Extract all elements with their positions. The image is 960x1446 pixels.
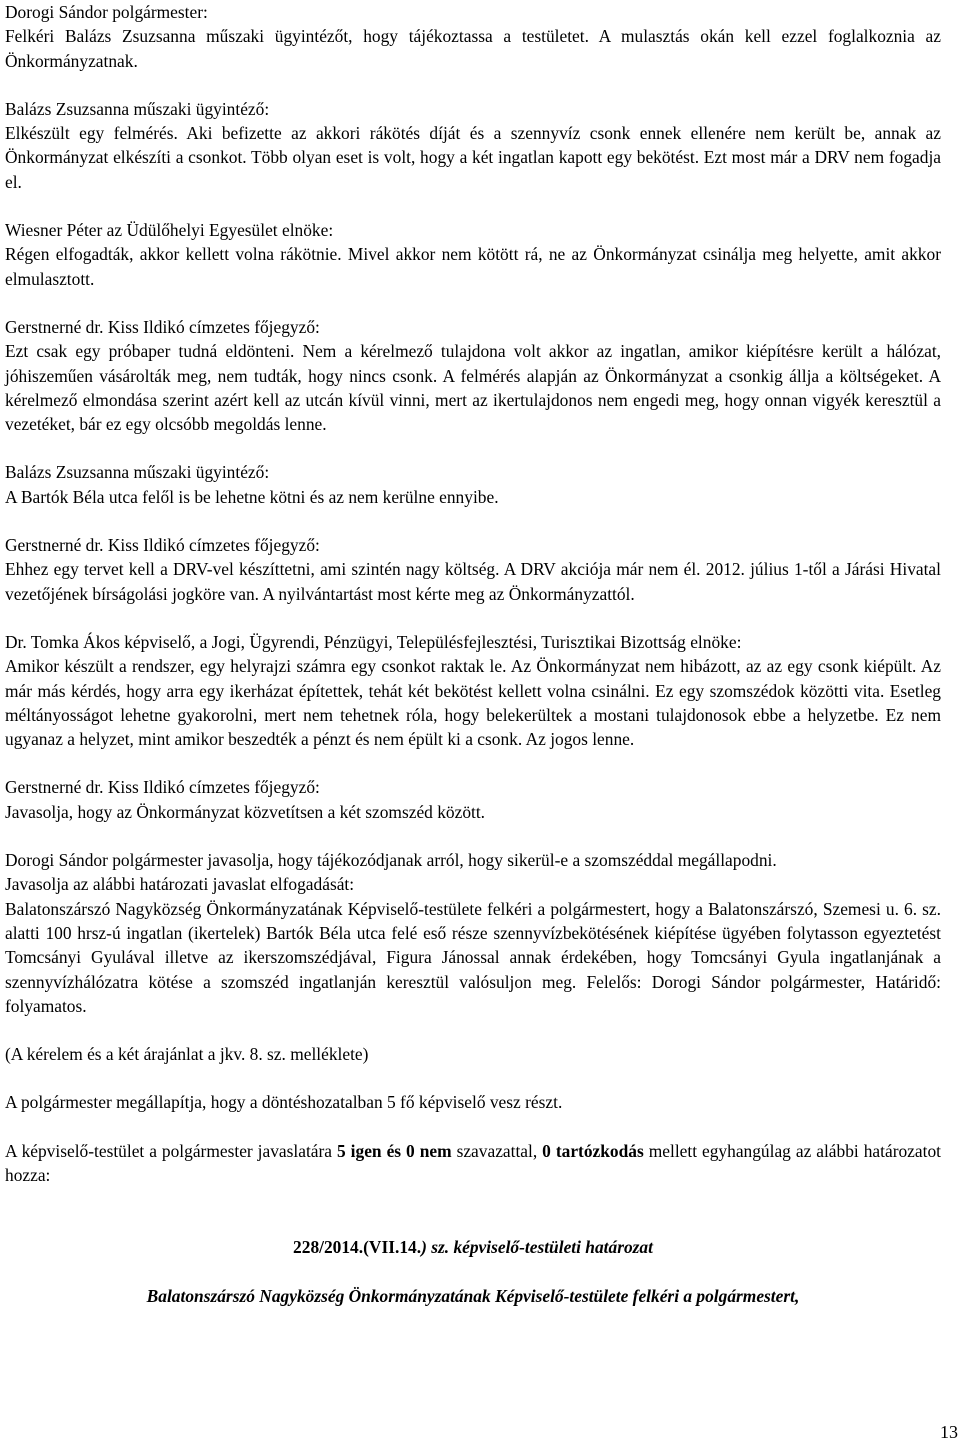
resolution-number: 228/2014.(VII.14. — [293, 1237, 422, 1258]
dialogue-paragraph — [5, 315, 941, 436]
vote-middle-text: szavazattal, — [451, 1140, 543, 1161]
dialogue-paragraph — [5, 97, 941, 194]
quorum-note-text: A polgármester megállapítja, hogy a döntéshozatalban 5 fő képviselő vesz részt. — [5, 1092, 563, 1113]
resolution-suffix: ) sz. képviselő-testületi határozat — [421, 1237, 653, 1258]
attachment-note-text: (A kérelem és a két árajánlat a jkv. 8. sz. melléklete) — [5, 1044, 369, 1065]
mayor-proposal-text: Dorogi Sándor polgármester javasolja, hogy tájékozódjanak arról, hogy sikerül-e a szomszéddal megállapodni. — [5, 850, 777, 871]
resolution-body-text: Balatonszárszó Nagyközség Önkormányzatának Képviselő-testülete felkéri a polgármestert, — [146, 1285, 800, 1306]
proposal-text — [5, 897, 941, 1018]
vote-before-text: A képviselő-testület a polgármester javaslatára — [5, 1140, 337, 1161]
speech-text: Ezt csak egy próbaper tudná eldönteni. Nem a kérelmező tulajdona volt akkor az ingatlan, amikor kiépítésre került a hálózat, jóhiszeműen vásárolták meg, nem tudták, hogy nincs csonk. A felmérés alapján az Önkormányzat a csonkig állja a költségeket. A kérelmező elmondása szerint azért kell az utcán kívül vinni, mert az ikertulajdonos nem engedi meg, hogy onnan vigyék keresztül a vezetéket, bár ez egy olcsóbb megoldás lenne. — [5, 341, 941, 435]
dialogue-paragraph — [5, 460, 941, 509]
dialogue-section — [5, 0, 941, 824]
speaker-name: Dr. Tomka Ákos képviselő, a Jogi, Ügyrendi, Pénzügyi, Településfejlesztési, Turisztikai Bizottság elnöke: — [5, 631, 742, 652]
quorum-note — [5, 1090, 941, 1114]
speech-text: Ehhez egy tervet kell a DRV-vel készíttetni, ami szintén nagy költség. A DRV akciója már nem él. 2012. július 1-től a Járási Hivatal vezetőjének bírságolási jogköre van. A nyilvántartást most kérte meg az Önkormányzattól. — [5, 559, 941, 604]
dialogue-paragraph — [5, 0, 941, 73]
speech-text: Felkéri Balázs Zsuzsanna műszaki ügyintézőt, hogy tájékoztassa a testületet. A mulasztás okán kell ezzel foglalkoznia az Önkormányzatnak. — [5, 26, 941, 71]
dialogue-paragraph — [5, 218, 941, 291]
speech-text: A Bartók Béla utca felől is be lehetne kötni és az nem kerülne ennyibe. — [5, 486, 499, 507]
dialogue-paragraph — [5, 630, 941, 751]
proposal-body-text: Balatonszárszó Nagyközség Önkormányzatának Képviselő-testülete felkéri a polgármestert, hogy a Balatonszárszó, Szemesi u. 6. sz. alatti 100 hrsz-ú ingatlan (ikertelek) Bartók Béla utca felé eső része szennyvízbekötésének kiépítése ügyében folytasson egyeztetést Tomcsányi Gyulával illetve az ikerszomszédjával, Figura Jánossal annak érdekében, hogy Tomcsányi Gyula ingatlanjának a szennyvízhálózatra kötése a szomszéd ingatlanján keresztül valósuljon meg. Felelős: Dorogi Sándor polgármester, Határidő: folyamatos. — [5, 898, 941, 1016]
speaker-name: Wiesner Péter az Üdülőhelyi Egyesület elnöke: — [5, 220, 334, 241]
attachment-note — [5, 1042, 941, 1066]
vote-abstain: 0 tartózkodás — [542, 1140, 644, 1161]
vote-yes-no: 5 igen és 0 nem — [337, 1140, 452, 1161]
vote-statement — [5, 1139, 941, 1188]
speech-text: Amikor készült a rendszer, egy helyrajzi számra egy csonkot raktak le. Az Önkormányzat nem hibázott, az az egy csonk kiépült. Az már más kérdés, hogy arra egy ikerházat építettek, tehát két bekötést kellett volna csinálni. Ez egy szomszédok közötti vita. Esetleg méltányosságot lehetne gyakorolni, mert nem tehetnek róla, hogy belekerültek a mostani tulajdonosok ebbe a helyzetbe. Ez nem ugyanaz a helyzet, mint amikor beszedték a pénzt és nem épült ki a csonk. Az jogos lenne. — [5, 656, 941, 750]
dialogue-paragraph — [5, 533, 941, 606]
speaker-name: Gerstnerné dr. Kiss Ildikó címzetes főjegyző: — [5, 316, 320, 337]
proposal-intro-text: Javasolja az alábbi határozati javaslat elfogadását: — [5, 874, 355, 895]
speaker-name: Gerstnerné dr. Kiss Ildikó címzetes főjegyző: — [5, 777, 320, 798]
resolution-title — [5, 1235, 941, 1259]
speech-text: Elkészült egy felmérés. Aki befizette az akkori rákötés díját és a szennyvíz csonk ennek ellenére nem került be, annak az Önkormányzat elkészíti a csonkot. Több olyan eset is volt, hogy a két ingatlan kapott egy bekötést. Ezt most már a DRV nem fogadja el. — [5, 123, 941, 192]
speech-text: Régen elfogadták, akkor kellett volna rákötnie. Mivel akkor nem kötött rá, ne az Önkormányzat csinálja meg helyette, amit akkor elmulasztott. — [5, 244, 941, 289]
document-page — [5, 0, 941, 1308]
speaker-name: Gerstnerné dr. Kiss Ildikó címzetes főjegyző: — [5, 535, 320, 556]
speaker-name: Balázs Zsuzsanna műszaki ügyintéző: — [5, 98, 270, 119]
dialogue-paragraph — [5, 775, 941, 824]
page-number: 13 — [940, 1421, 958, 1442]
speaker-name: Balázs Zsuzsanna műszaki ügyintéző: — [5, 462, 270, 483]
proposal-intro — [5, 872, 941, 896]
speech-text: Javasolja, hogy az Önkormányzat közvetítsen a két szomszéd között. — [5, 801, 486, 822]
speaker-name: Dorogi Sándor polgármester: — [5, 2, 208, 22]
mayor-proposal — [5, 848, 941, 872]
resolution-body — [5, 1284, 941, 1308]
vote-after-text: mellett egyhangúlag az alábbi határozatot hozza: — [5, 1140, 941, 1185]
